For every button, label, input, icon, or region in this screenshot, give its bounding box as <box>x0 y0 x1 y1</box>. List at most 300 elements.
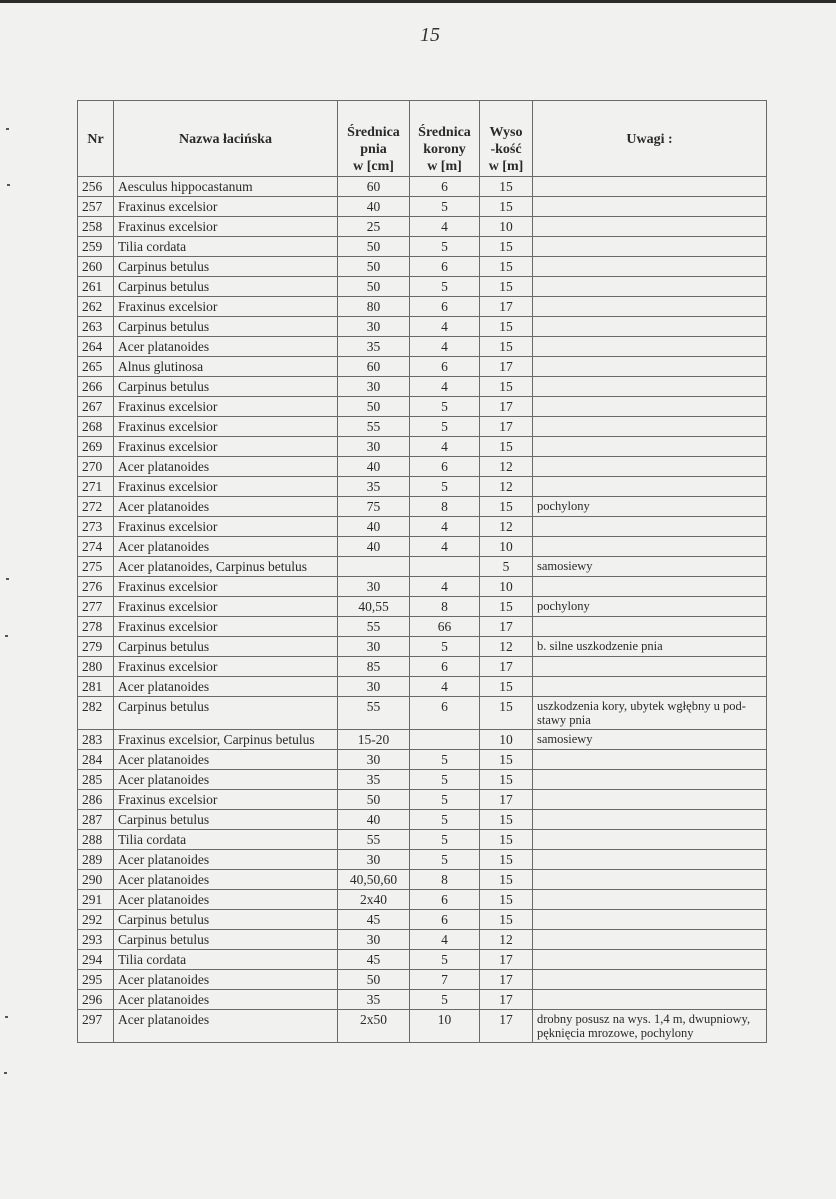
cell-height: 10 <box>480 730 533 750</box>
cell-height: 15 <box>480 890 533 910</box>
cell-notes <box>533 657 767 677</box>
cell-nr: 260 <box>78 257 114 277</box>
cell-nr: 287 <box>78 810 114 830</box>
cell-height: 15 <box>480 910 533 930</box>
cell-trunk-diameter: 55 <box>338 617 410 637</box>
cell-crown-diameter: 4 <box>410 317 480 337</box>
cell-crown-diameter: 8 <box>410 870 480 890</box>
cell-notes: samosiewy <box>533 730 767 750</box>
cell-crown-diameter: 5 <box>410 850 480 870</box>
header-trunk-line1: Średnica <box>347 125 400 140</box>
table-row <box>78 557 767 577</box>
table-row <box>78 337 767 357</box>
cell-notes: uszkodzenia kory, ubytek wgłębny u pod- stawy pnia <box>533 697 767 730</box>
cell-latin-name: Acer platanoides <box>114 770 338 790</box>
cell-crown-diameter: 5 <box>410 810 480 830</box>
cell-height: 17 <box>480 970 533 990</box>
cell-height: 17 <box>480 990 533 1010</box>
cell-latin-name: Acer platanoides <box>114 1010 338 1043</box>
cell-height: 12 <box>480 457 533 477</box>
cell-latin-name: Carpinus betulus <box>114 930 338 950</box>
header-notes: Uwagi : <box>533 101 767 177</box>
cell-height: 15 <box>480 750 533 770</box>
table-row <box>78 657 767 677</box>
cell-latin-name: Fraxinus excelsior <box>114 217 338 237</box>
cell-crown-diameter: 5 <box>410 790 480 810</box>
cell-latin-name: Fraxinus excelsior <box>114 577 338 597</box>
cell-height: 5 <box>480 557 533 577</box>
cell-trunk-diameter: 40,50,60 <box>338 870 410 890</box>
cell-notes <box>533 337 767 357</box>
cell-nr: 261 <box>78 277 114 297</box>
cell-notes <box>533 457 767 477</box>
cell-height: 12 <box>480 477 533 497</box>
cell-crown-diameter: 4 <box>410 217 480 237</box>
cell-nr: 265 <box>78 357 114 377</box>
cell-notes: samosiewy <box>533 557 767 577</box>
cell-height: 15 <box>480 257 533 277</box>
cell-trunk-diameter: 45 <box>338 950 410 970</box>
scan-top-edge <box>0 0 836 3</box>
cell-nr: 256 <box>78 177 114 197</box>
cell-nr: 272 <box>78 497 114 517</box>
table-row <box>78 930 767 950</box>
header-height-line1: Wyso <box>489 125 523 140</box>
cell-notes <box>533 930 767 950</box>
cell-trunk-diameter: 30 <box>338 677 410 697</box>
cell-latin-name: Fraxinus excelsior <box>114 417 338 437</box>
cell-latin-name: Carpinus betulus <box>114 317 338 337</box>
cell-nr: 279 <box>78 637 114 657</box>
cell-height: 15 <box>480 870 533 890</box>
cell-latin-name: Fraxinus excelsior <box>114 617 338 637</box>
table-row <box>78 697 767 730</box>
cell-latin-name: Fraxinus excelsior <box>114 397 338 417</box>
cell-trunk-diameter: 30 <box>338 637 410 657</box>
cell-latin-name: Fraxinus excelsior, Carpinus betulus <box>114 730 338 750</box>
cell-latin-name: Acer platanoides <box>114 870 338 890</box>
cell-height: 15 <box>480 770 533 790</box>
cell-nr: 257 <box>78 197 114 217</box>
cell-trunk-diameter: 25 <box>338 217 410 237</box>
cell-height: 10 <box>480 537 533 557</box>
cell-notes <box>533 890 767 910</box>
cell-height: 17 <box>480 950 533 970</box>
cell-height: 17 <box>480 297 533 317</box>
table-row <box>78 297 767 317</box>
cell-latin-name: Acer platanoides, Carpinus betulus <box>114 557 338 577</box>
cell-trunk-diameter <box>338 557 410 577</box>
cell-crown-diameter: 66 <box>410 617 480 637</box>
cell-notes <box>533 277 767 297</box>
cell-notes <box>533 870 767 890</box>
cell-crown-diameter: 4 <box>410 517 480 537</box>
table-row <box>78 750 767 770</box>
cell-crown-diameter: 5 <box>410 830 480 850</box>
cell-nr: 263 <box>78 317 114 337</box>
cell-notes <box>533 830 767 850</box>
cell-latin-name: Fraxinus excelsior <box>114 597 338 617</box>
table-row <box>78 417 767 437</box>
cell-height: 12 <box>480 930 533 950</box>
table-row <box>78 377 767 397</box>
cell-trunk-diameter: 40 <box>338 197 410 217</box>
cell-notes <box>533 237 767 257</box>
cell-notes <box>533 177 767 197</box>
cell-crown-diameter: 8 <box>410 597 480 617</box>
cell-height: 15 <box>480 237 533 257</box>
table-row <box>78 910 767 930</box>
cell-notes <box>533 517 767 537</box>
cell-height: 15 <box>480 830 533 850</box>
cell-crown-diameter: 5 <box>410 750 480 770</box>
table-row <box>78 457 767 477</box>
cell-nr: 266 <box>78 377 114 397</box>
table-row <box>78 677 767 697</box>
cell-nr: 295 <box>78 970 114 990</box>
cell-notes: pochylony <box>533 497 767 517</box>
cell-trunk-diameter: 30 <box>338 930 410 950</box>
cell-crown-diameter: 4 <box>410 577 480 597</box>
table-row <box>78 890 767 910</box>
cell-crown-diameter: 5 <box>410 277 480 297</box>
cell-latin-name: Alnus glutinosa <box>114 357 338 377</box>
table-row <box>78 397 767 417</box>
margin-mark <box>4 1072 7 1074</box>
cell-crown-diameter: 5 <box>410 990 480 1010</box>
cell-nr: 292 <box>78 910 114 930</box>
cell-height: 15 <box>480 497 533 517</box>
table-row <box>78 850 767 870</box>
cell-latin-name: Carpinus betulus <box>114 277 338 297</box>
cell-height: 17 <box>480 417 533 437</box>
cell-trunk-diameter: 2x50 <box>338 1010 410 1043</box>
table-row <box>78 257 767 277</box>
cell-notes <box>533 970 767 990</box>
cell-nr: 293 <box>78 930 114 950</box>
cell-trunk-diameter: 35 <box>338 770 410 790</box>
margin-mark <box>6 578 9 580</box>
cell-nr: 264 <box>78 337 114 357</box>
cell-latin-name: Carpinus betulus <box>114 377 338 397</box>
cell-crown-diameter: 4 <box>410 677 480 697</box>
cell-crown-diameter: 6 <box>410 910 480 930</box>
cell-nr: 275 <box>78 557 114 577</box>
cell-height: 17 <box>480 397 533 417</box>
cell-crown-diameter: 5 <box>410 197 480 217</box>
cell-height: 15 <box>480 850 533 870</box>
cell-nr: 290 <box>78 870 114 890</box>
cell-nr: 289 <box>78 850 114 870</box>
cell-nr: 259 <box>78 237 114 257</box>
cell-height: 17 <box>480 357 533 377</box>
table-row <box>78 177 767 197</box>
table-row <box>78 870 767 890</box>
cell-nr: 278 <box>78 617 114 637</box>
table-row <box>78 637 767 657</box>
cell-trunk-diameter: 30 <box>338 577 410 597</box>
margin-mark <box>5 635 8 637</box>
header-height-line3: w [m] <box>488 159 524 174</box>
cell-notes <box>533 850 767 870</box>
cell-nr: 281 <box>78 677 114 697</box>
cell-latin-name: Acer platanoides <box>114 677 338 697</box>
table-row <box>78 1010 767 1043</box>
cell-height: 15 <box>480 810 533 830</box>
table-row <box>78 517 767 537</box>
cell-notes <box>533 197 767 217</box>
cell-height: 15 <box>480 597 533 617</box>
cell-trunk-diameter: 40 <box>338 517 410 537</box>
cell-height: 15 <box>480 177 533 197</box>
cell-notes <box>533 377 767 397</box>
cell-crown-diameter: 4 <box>410 930 480 950</box>
cell-crown-diameter: 6 <box>410 177 480 197</box>
cell-height: 15 <box>480 677 533 697</box>
cell-nr: 291 <box>78 890 114 910</box>
cell-latin-name: Tilia cordata <box>114 830 338 850</box>
cell-height: 15 <box>480 697 533 730</box>
table-row <box>78 970 767 990</box>
cell-crown-diameter: 6 <box>410 890 480 910</box>
cell-trunk-diameter: 30 <box>338 750 410 770</box>
header-trunk-line2: pnia <box>360 142 387 157</box>
table-row <box>78 597 767 617</box>
cell-latin-name: Acer platanoides <box>114 990 338 1010</box>
table-row <box>78 317 767 337</box>
cell-crown-diameter: 4 <box>410 537 480 557</box>
cell-trunk-diameter: 75 <box>338 497 410 517</box>
cell-notes <box>533 617 767 637</box>
cell-notes: drobny posusz na wys. 1,4 m, dwupniowy, pęknięcia mrozowe, pochylony <box>533 1010 767 1043</box>
cell-latin-name: Carpinus betulus <box>114 637 338 657</box>
cell-nr: 286 <box>78 790 114 810</box>
cell-notes <box>533 397 767 417</box>
cell-notes <box>533 317 767 337</box>
cell-crown-diameter: 5 <box>410 477 480 497</box>
cell-crown-diameter: 5 <box>410 237 480 257</box>
cell-latin-name: Acer platanoides <box>114 537 338 557</box>
cell-nr: 274 <box>78 537 114 557</box>
cell-trunk-diameter: 55 <box>338 697 410 730</box>
tree-inventory-table <box>77 100 767 1043</box>
header-height <box>480 101 533 177</box>
cell-crown-diameter: 4 <box>410 377 480 397</box>
table-row <box>78 217 767 237</box>
cell-latin-name: Carpinus betulus <box>114 697 338 730</box>
cell-nr: 280 <box>78 657 114 677</box>
header-crown-line2: korony <box>423 142 466 157</box>
cell-crown-diameter: 4 <box>410 437 480 457</box>
cell-nr: 258 <box>78 217 114 237</box>
cell-latin-name: Fraxinus excelsior <box>114 197 338 217</box>
cell-trunk-diameter: 50 <box>338 277 410 297</box>
cell-crown-diameter: 5 <box>410 950 480 970</box>
table-row <box>78 197 767 217</box>
cell-latin-name: Acer platanoides <box>114 890 338 910</box>
cell-nr: 262 <box>78 297 114 317</box>
cell-notes <box>533 950 767 970</box>
table-row <box>78 437 767 457</box>
cell-trunk-diameter: 50 <box>338 257 410 277</box>
cell-nr: 276 <box>78 577 114 597</box>
table-row <box>78 497 767 517</box>
cell-nr: 270 <box>78 457 114 477</box>
cell-latin-name: Acer platanoides <box>114 337 338 357</box>
table-row <box>78 830 767 850</box>
cell-crown-diameter: 6 <box>410 357 480 377</box>
cell-latin-name: Fraxinus excelsior <box>114 297 338 317</box>
cell-trunk-diameter: 30 <box>338 317 410 337</box>
header-crown-line3: w [m] <box>427 159 462 174</box>
cell-height: 15 <box>480 277 533 297</box>
cell-crown-diameter: 5 <box>410 397 480 417</box>
cell-nr: 282 <box>78 697 114 730</box>
margin-mark <box>6 128 9 130</box>
cell-latin-name: Fraxinus excelsior <box>114 437 338 457</box>
cell-trunk-diameter: 85 <box>338 657 410 677</box>
cell-trunk-diameter: 35 <box>338 477 410 497</box>
cell-trunk-diameter: 45 <box>338 910 410 930</box>
page-number: 15 <box>420 24 440 46</box>
cell-trunk-diameter: 80 <box>338 297 410 317</box>
cell-notes <box>533 357 767 377</box>
cell-latin-name: Fraxinus excelsior <box>114 517 338 537</box>
cell-trunk-diameter: 60 <box>338 177 410 197</box>
cell-height: 15 <box>480 317 533 337</box>
cell-notes <box>533 257 767 277</box>
cell-nr: 297 <box>78 1010 114 1043</box>
cell-height: 15 <box>480 337 533 357</box>
cell-trunk-diameter: 35 <box>338 990 410 1010</box>
table-row <box>78 790 767 810</box>
cell-height: 17 <box>480 617 533 637</box>
cell-height: 17 <box>480 1010 533 1043</box>
cell-height: 17 <box>480 790 533 810</box>
cell-nr: 294 <box>78 950 114 970</box>
cell-latin-name: Tilia cordata <box>114 237 338 257</box>
cell-crown-diameter: 5 <box>410 637 480 657</box>
header-latin-name: Nazwa łacińska <box>114 101 338 177</box>
cell-height: 15 <box>480 437 533 457</box>
cell-nr: 283 <box>78 730 114 750</box>
cell-crown-diameter: 6 <box>410 697 480 730</box>
cell-trunk-diameter: 40 <box>338 537 410 557</box>
header-height-line2: -kość <box>490 142 522 157</box>
cell-trunk-diameter: 55 <box>338 417 410 437</box>
cell-latin-name: Acer platanoides <box>114 750 338 770</box>
table-row <box>78 357 767 377</box>
header-trunk-line3: w [cm] <box>353 159 394 174</box>
cell-trunk-diameter: 30 <box>338 437 410 457</box>
cell-latin-name: Acer platanoides <box>114 497 338 517</box>
cell-latin-name: Fraxinus excelsior <box>114 657 338 677</box>
cell-height: 10 <box>480 577 533 597</box>
cell-crown-diameter <box>410 557 480 577</box>
cell-trunk-diameter: 30 <box>338 850 410 870</box>
cell-height: 17 <box>480 657 533 677</box>
cell-notes <box>533 477 767 497</box>
cell-notes <box>533 437 767 457</box>
cell-latin-name: Tilia cordata <box>114 950 338 970</box>
header-nr: Nr <box>78 101 114 177</box>
cell-crown-diameter: 5 <box>410 417 480 437</box>
cell-notes <box>533 417 767 437</box>
cell-notes: pochylony <box>533 597 767 617</box>
cell-nr: 267 <box>78 397 114 417</box>
cell-nr: 269 <box>78 437 114 457</box>
header-trunk-diameter <box>338 101 410 177</box>
cell-latin-name: Carpinus betulus <box>114 810 338 830</box>
table-row <box>78 770 767 790</box>
table-row <box>78 537 767 557</box>
cell-nr: 268 <box>78 417 114 437</box>
table-row <box>78 810 767 830</box>
cell-crown-diameter: 6 <box>410 657 480 677</box>
header-crown-line1: Średnica <box>418 125 471 140</box>
cell-latin-name: Aesculus hippocastanum <box>114 177 338 197</box>
cell-latin-name: Carpinus betulus <box>114 910 338 930</box>
cell-nr: 277 <box>78 597 114 617</box>
cell-trunk-diameter: 50 <box>338 790 410 810</box>
cell-trunk-diameter: 40 <box>338 810 410 830</box>
cell-crown-diameter <box>410 730 480 750</box>
cell-notes <box>533 217 767 237</box>
cell-crown-diameter: 4 <box>410 337 480 357</box>
cell-nr: 288 <box>78 830 114 850</box>
header-crown-diameter <box>410 101 480 177</box>
table-row <box>78 617 767 637</box>
cell-crown-diameter: 6 <box>410 457 480 477</box>
cell-trunk-diameter: 60 <box>338 357 410 377</box>
cell-notes <box>533 750 767 770</box>
table-row <box>78 577 767 597</box>
cell-notes <box>533 810 767 830</box>
cell-latin-name: Fraxinus excelsior <box>114 790 338 810</box>
cell-height: 10 <box>480 217 533 237</box>
margin-mark <box>7 184 10 186</box>
cell-notes <box>533 990 767 1010</box>
cell-nr: 284 <box>78 750 114 770</box>
cell-trunk-diameter: 40,55 <box>338 597 410 617</box>
cell-notes <box>533 297 767 317</box>
cell-trunk-diameter: 40 <box>338 457 410 477</box>
cell-crown-diameter: 10 <box>410 1010 480 1043</box>
table-row <box>78 990 767 1010</box>
cell-crown-diameter: 7 <box>410 970 480 990</box>
cell-nr: 273 <box>78 517 114 537</box>
cell-trunk-diameter: 30 <box>338 377 410 397</box>
cell-trunk-diameter: 35 <box>338 337 410 357</box>
cell-latin-name: Acer platanoides <box>114 457 338 477</box>
cell-trunk-diameter: 50 <box>338 970 410 990</box>
cell-height: 12 <box>480 517 533 537</box>
cell-nr: 285 <box>78 770 114 790</box>
cell-trunk-diameter: 55 <box>338 830 410 850</box>
cell-height: 15 <box>480 377 533 397</box>
cell-latin-name: Carpinus betulus <box>114 257 338 277</box>
cell-latin-name: Acer platanoides <box>114 970 338 990</box>
cell-height: 15 <box>480 197 533 217</box>
cell-notes <box>533 577 767 597</box>
table-row <box>78 477 767 497</box>
cell-notes <box>533 910 767 930</box>
table-header-row <box>78 101 767 177</box>
table-row <box>78 730 767 750</box>
cell-crown-diameter: 8 <box>410 497 480 517</box>
cell-notes <box>533 537 767 557</box>
cell-notes: b. silne uszkodzenie pnia <box>533 637 767 657</box>
